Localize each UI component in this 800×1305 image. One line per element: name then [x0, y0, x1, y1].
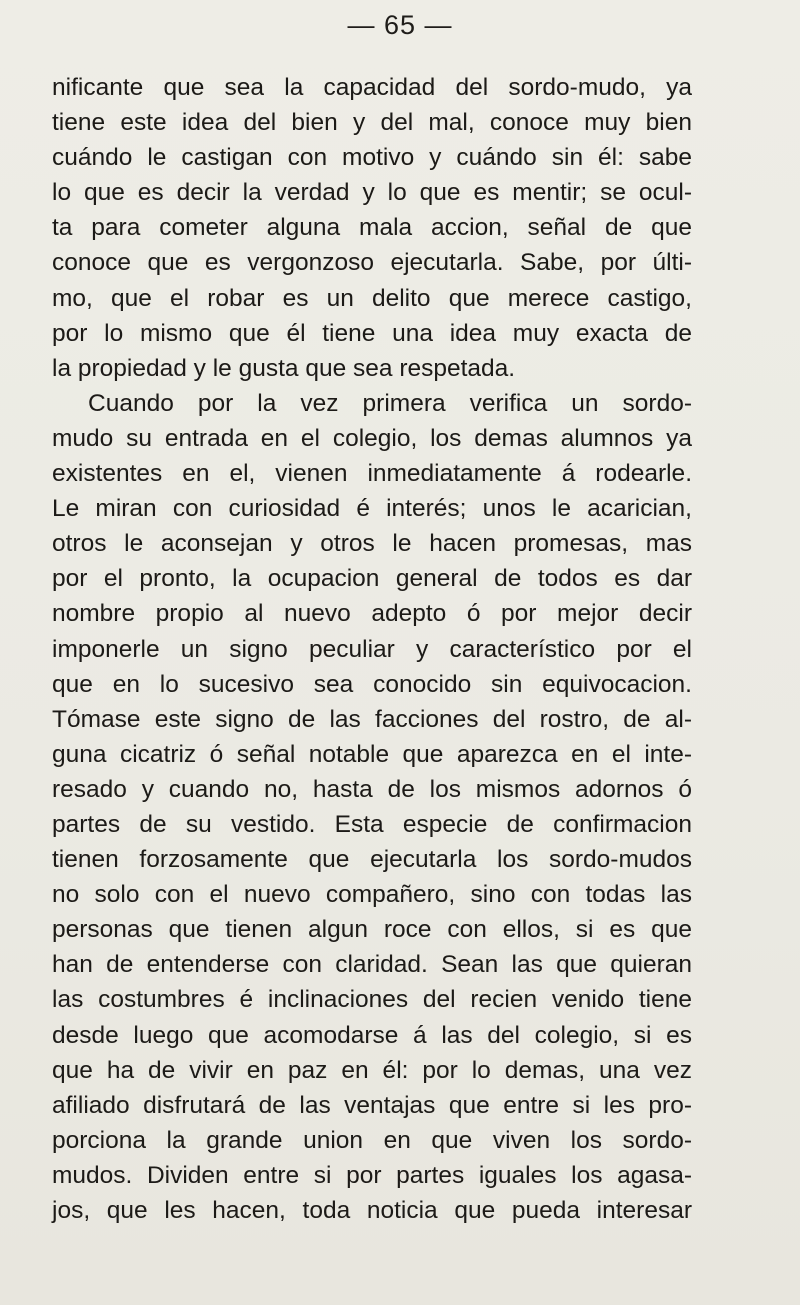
text-line: tienen forzosamente que ejecutarla los sordo-mudos [52, 846, 692, 874]
text-line: que ha de vivir en paz en él: por lo demas, una vez [52, 1056, 692, 1084]
text-line: resado y cuando no, hasta de los mismos adornos ó [52, 775, 692, 803]
body-text [52, 70, 692, 1228]
text-line: cuándo le castigan con motivo y cuándo sin él: sabe [52, 144, 692, 172]
text-line: las costumbres é inclinaciones del recien venido tiene [52, 986, 692, 1014]
text-line: nificante que sea la capacidad del sordo-mudo, ya [52, 74, 692, 101]
text-line: ta para cometer alguna mala accion, señal de que [52, 214, 692, 242]
text-line: guna cicatriz ó señal notable que aparezca en el inte- [52, 740, 692, 768]
text-line: que en lo sucesivo sea conocido sin equivocacion. [52, 670, 692, 698]
text-line: por el pronto, la ocupacion general de todos es dar [52, 565, 692, 593]
text-line: Tómase este signo de las facciones del rostro, de al- [52, 705, 692, 733]
text-line: Cuando por la vez primera verifica un sordo- [88, 389, 692, 417]
text-line: desde luego que acomodarse á las del colegio, si es [52, 1021, 692, 1049]
text-line: mo, que el robar es un delito que merece castigo, [52, 284, 692, 312]
text-line: conoce que es vergonzoso ejecutarla. Sabe, por últi- [52, 249, 692, 277]
text-line: personas que tienen algun roce con ellos, si es que [52, 916, 692, 944]
text-line: han de entenderse con claridad. Sean las que quieran [52, 951, 692, 979]
text-line: Le miran con curiosidad é interés; unos le acarician, [52, 495, 692, 523]
text-line: mudo su entrada en el colegio, los demas alumnos ya [52, 424, 692, 452]
text-line: la propiedad y le gusta que sea respetada. [52, 354, 516, 382]
text-line: mudos. Dividen entre si por partes iguales los agasa- [52, 1161, 692, 1189]
text-line: otros le aconsejan y otros le hacen promesas, mas [52, 530, 692, 558]
text-line: nombre propio al nuevo adepto ó por mejor decir [52, 600, 692, 628]
text-line: existentes en el, vienen inmediatamente á rodearle. [52, 460, 692, 488]
text-line: lo que es decir la verdad y lo que es mentir; se ocul- [52, 179, 692, 207]
text-line: jos, que les hacen, toda noticia que pueda interesar [52, 1197, 692, 1224]
text-line: no solo con el nuevo compañero, sino con todas las [52, 881, 692, 909]
text-line: afiliado disfrutará de las ventajas que entre si les pro- [52, 1091, 692, 1119]
text-line: partes de su vestido. Esta especie de confirmacion [52, 810, 692, 838]
page-number: — 65 — [347, 10, 453, 40]
text-line: tiene este idea del bien y del mal, conoce muy bien [52, 109, 692, 137]
text-line: por lo mismo que él tiene una idea muy exacta de [52, 319, 692, 347]
text-line: porciona la grande union en que viven los sordo- [52, 1126, 692, 1154]
text-line: imponerle un signo peculiar y característico por el [52, 635, 692, 663]
